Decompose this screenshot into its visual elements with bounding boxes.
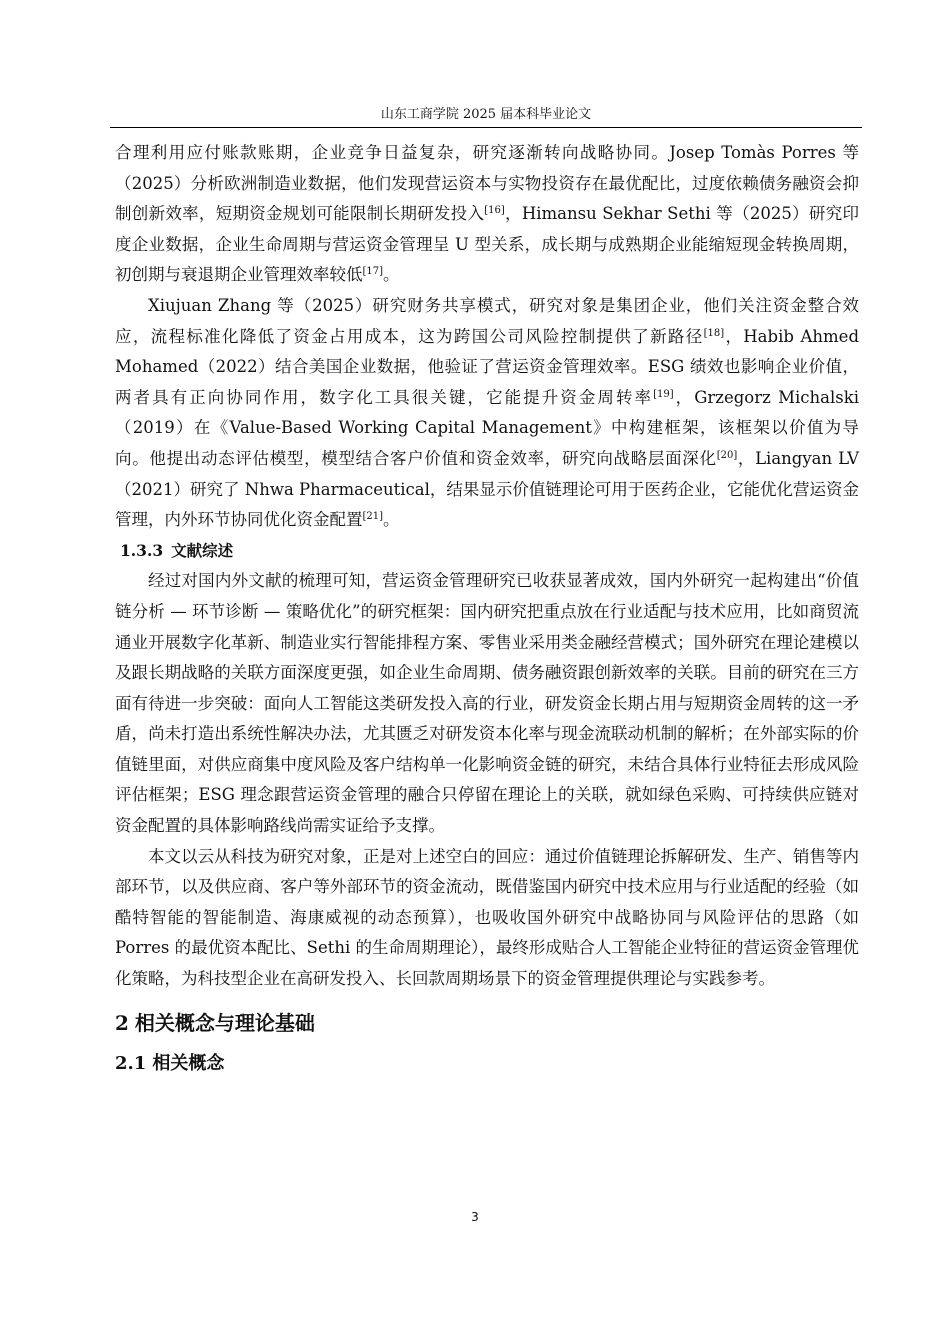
text-run: ，Grzegorz Michalski（2019）在《Value-Based Working Capital Management》中构建框架，该框架以价值为导向。他提出动态评估模型，模型结合客户价值和资金效率，研究向战略层面深化 — [115, 387, 859, 468]
section-title: 文献综述 — [171, 540, 234, 560]
page-body — [115, 138, 859, 1082]
header-rule — [110, 127, 862, 128]
chapter-number: 2 — [115, 1010, 129, 1035]
section-heading-1-3-3 — [115, 536, 859, 567]
text-run: ，Liangyan LV（2021）研究了 Nhwa Pharmaceutical，结果显示价值链理论可用于医药企业，它能优化营运资金管理，内外环节协同优化资金配置 — [115, 448, 859, 530]
paragraph-research-object: 本文以云从科技为研究对象，正是对上述空白的回应：通过价值链理论拆解研发、生产、销售等内部环节，以及供应商、客户等外部环节的资金流动，既借鉴国内研究中技术应用与行业适配的经验（如酷特智能的智能制造、海康威视的动态预算），也吸收国外研究中战略协同与风险评估的思路（如 Porres 的最优资本配比、Sethi 的生命周期理论），最终形成贴合人工智能企业特征的营运资金管理优化策略，为科技型企业在高研发投入、长回款周期场景下的资金管理提供理论与实践参考。 — [115, 846, 859, 989]
text-run: ，Himansu Sekhar Sethi 等（2025）研究印度企业数据，企业生命周期与营运资金管理呈 U 型关系，成长期与成熟期企业能缩短现金转换周期，初创期与衰退期企业管理效率较低 — [115, 204, 859, 285]
citation-20: [20] — [716, 449, 738, 461]
section-title: 相关概念 — [152, 1052, 225, 1074]
page-number: 3 — [471, 1210, 479, 1224]
chapter-title: 相关概念与理论基础 — [134, 1010, 315, 1035]
citation-21: [21] — [362, 511, 384, 523]
paragraph-foreign-research-1 — [115, 138, 859, 291]
text-run: 。 — [383, 265, 400, 285]
citation-18: [18] — [703, 327, 725, 339]
citation-16: [16] — [484, 205, 505, 217]
section-heading-2-1 — [115, 1046, 859, 1082]
citation-19: [19] — [653, 388, 674, 400]
section-number: 2.1 — [115, 1052, 147, 1074]
citation-17: [17] — [362, 266, 384, 278]
text-run: 合理利用应付账款账期，企业竞争日益复杂，研究逐渐转向战略协同。Josep Tomàs Porres 等（2025）分析欧洲制造业数据，他们发现营运资本与实物投资存在最优配比，过度依赖债务融资会抑制创新效率，短期资金规划可能限制长期研发投入 — [115, 143, 859, 224]
paragraph-foreign-research-2 — [115, 291, 859, 536]
running-header: 山东工商学院 2025 届本科毕业论文 — [380, 107, 592, 122]
text-run: Xiujuan Zhang 等（2025）研究财务共享模式，研究对象是集团企业，他们关注资金整合效应，流程标准化降低了资金占用成本，这为跨国公司风险控制提供了新路径 — [115, 295, 859, 346]
text-run: ，Habib Ahmed Mohamed（2022）结合美国企业数据，他验证了营运资金管理效率。ESG 绩效也影响企业价值，两者具有正向协同作用，数字化工具很关键，它能提升资金周转率 — [115, 326, 860, 407]
section-number: 1.3.3 — [120, 540, 164, 560]
paragraph-literature-review: 经过对国内外文献的梳理可知，营运资金管理研究已收获显著成效，国内外研究一起构建出“价值链分析 — 环节诊断 — 策略优化”的研究框架：国内研究把重点放在行业适配与技术应用，比如商贸流通业开展数字化革新、制造业实行智能排程方案、零售业采用类金融经营模式；国外研究在理论建模以及跟长期战略的关联方面深度更强，如企业生命周期、债务融资跟创新效率的关联。目前的研究在三方面有待进一步突破：面向人工智能这类研发投入高的行业，研发资金长期占用与短期资金周转的这一矛盾，尚未打造出系统性解决办法，尤其匮乏对研发资本化率与现金流联动机制的解析；在外部实际的价值链里面，对供应商集中度风险及客户结构单一化影响资金链的研究，未结合具体行业特征去形成风险评估框架；ESG 理念跟营运资金管理的融合只停留在理论上的关联，就如绿色采购、可持续供应链对资金配置的具体影响路线尚需实证给予支撑。 — [115, 571, 859, 836]
text-run: 。 — [383, 510, 400, 530]
chapter-heading-2 — [115, 1003, 859, 1043]
